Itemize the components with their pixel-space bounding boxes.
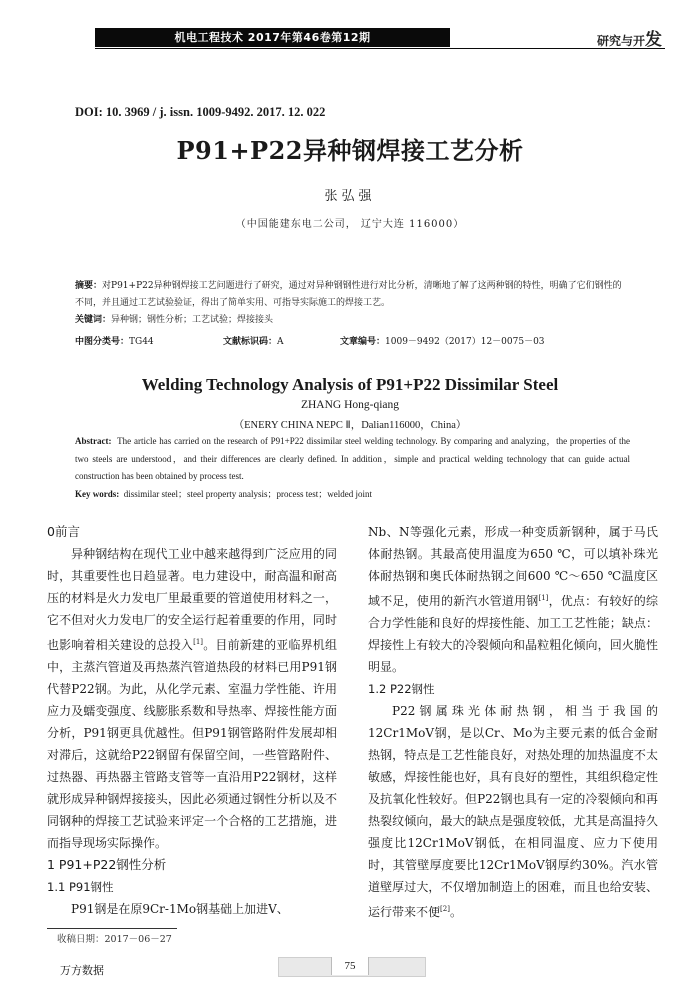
- affiliation-cn: （中国能建东电二公司， 辽宁大连 116000）: [235, 219, 465, 230]
- section-heading-1: 1 P91+P22钢性分析: [47, 857, 167, 872]
- p91-paragraph-start: P91钢是在原9Cr-1Mo钢基础上加进V、: [71, 902, 289, 916]
- citation-ref: [2]: [440, 905, 450, 913]
- keywords-en: [75, 486, 630, 503]
- keywords-cn-label: 关键词：: [75, 315, 112, 325]
- body-right-column: [368, 521, 658, 923]
- keywords-cn-text: 异种钢；钢性分析；工艺试验；焊接接头: [111, 315, 274, 325]
- doc-code-field: [223, 334, 284, 351]
- p22-paragraph: [368, 700, 658, 923]
- body-left-column: [47, 521, 337, 920]
- citation-ref: [1]: [193, 638, 204, 646]
- article-number-label: 文章编号：: [340, 337, 386, 347]
- abstract-en: [75, 433, 630, 486]
- abstract-cn-label: 摘要：: [75, 281, 103, 291]
- doc-code-value: A: [277, 337, 284, 347]
- intro-text-1: 异种钢结构在现代工业中越来越得到广泛应用的同时，其重要性也日趋显著。电力建设中，耐高温和耐高压的材料是火力发电厂里最重要的管道使用材料之一，它不但对火力发电厂的安全运行起着重要的作用，同时也影响着相关建设的总投入: [47, 547, 337, 652]
- p91-text-1: Nb、N等强化元素，形成一种变质新钢种，属于马氏体耐热钢。其最高使用温度为650 ℃，可以填补珠光体耐热钢和奥氏体耐热钢之间600 ℃～650 ℃温度区域不足，使用的新汽水管道用钢: [368, 525, 658, 608]
- article-number-field: [340, 334, 545, 351]
- citation-ref: [1]: [538, 594, 549, 602]
- section-heading-1-2: 1.2 P22钢性: [368, 682, 435, 696]
- keywords-en-label: Key words:: [75, 489, 120, 499]
- footnote-rule: [47, 928, 177, 929]
- clc-label: 中图分类号：: [75, 337, 130, 347]
- abstract-cn: [75, 278, 630, 329]
- abstract-en-text: The article has carried on the research of P91+P22 dissimilar steel welding technology. By comparing and analyzing，the properties of the two steels are understood，and their differences are clearly defined. In addition，simple and practical welding technology that can guide actual construction has been obtained by process test.: [75, 436, 631, 481]
- section-heading-1-1: 1.1 P91钢性: [47, 880, 114, 894]
- classification-line: [75, 334, 630, 351]
- received-date: 收稿日期：2017－06－27: [57, 934, 172, 945]
- author-en: ZHANG Hong-qiang: [300, 399, 400, 411]
- article-title-en: Welding Technology Analysis of P91+P22 Dissimilar Steel: [141, 375, 559, 394]
- article-title-cn: P91+P22异种钢焊接工艺分析: [176, 136, 524, 165]
- section-label: [597, 25, 662, 50]
- keywords-cn: [75, 312, 630, 329]
- p91-paragraph-continued: [368, 521, 658, 678]
- section-label-prefix: 研究与开: [596, 34, 645, 48]
- p22-text-2: 。: [449, 905, 462, 919]
- abstract-cn-paragraph: [75, 278, 630, 312]
- article-number-value: 1009－9492（2017）12－0075－03: [385, 337, 545, 347]
- affiliation-en: （ENERY CHINA NEPC Ⅱ，Dalian116000，China）: [233, 420, 467, 431]
- publisher-watermark: 万方数据: [60, 964, 104, 977]
- page-number: 75: [331, 957, 369, 975]
- intro-paragraph: [47, 543, 337, 854]
- intro-text-2: 。目前新建的亚临界机组中，主蒸汽管道及再热蒸汽管道热段的材料已用P91钢代替P22钢。为此，从化学元素、室温力学性能、许用应力及蠕变强度、线膨胀系数和导热率、焊接性能方面分析，P91钢更具优越性。但P91钢管路附件发展却相对滞后，这就给P22钢留有保留空间，一些管路附件、过热器、再热器主管路支管等一直沿用P22钢材，这样就形成异种钢焊接接头，因此必须通过钢性分析以及不同钢种的焊接工艺试验来评定一个合格的工艺措施，进而指导现场实际操作。: [47, 638, 337, 850]
- keywords-en-text: dissimilar steel；steel property analysis；process test；welded joint: [123, 489, 372, 499]
- p91-text-2: ，优点：有较好的综合力学性能和良好的焊接性能、加工工艺性能；缺点：焊接性上有较大的冷裂倾向和晶粒粗化倾向，回火脆性明显。: [368, 594, 658, 674]
- abstract-en-label: Abstract:: [75, 436, 112, 446]
- clc-field: [75, 334, 154, 351]
- section-label-last: 发: [645, 30, 662, 50]
- journal-issue-banner: 机电工程技术 2017年第46卷第12期: [95, 28, 450, 47]
- doc-code-label: 文献标识码：: [223, 337, 278, 347]
- author-cn: 张弘强: [324, 189, 376, 204]
- clc-value: TG44: [129, 337, 154, 347]
- abstract-cn-text: 对P91+P22异种钢焊接工艺问题进行了研究，通过对异种钢钢性进行对比分析，清晰地了解了这两种钢的特性，明确了它们钢性的不同，并且通过工艺试验验证，得出了简单实用、可指导实际施工的焊接工艺。: [75, 281, 622, 308]
- header-rule: [95, 48, 665, 49]
- section-heading-intro: 0前言: [47, 524, 80, 539]
- p22-text-1: P22钢属珠光体耐热钢，相当于我国的12Cr1MoV钢，是以Cr、Mo为主要元素的低合金耐热钢，特点是工艺性能良好，对热处理的加热温度不太敏感，焊接性能也好，具有良好的塑性，其组织稳定性及抗氧化性较好。但P22钢也具有一定的冷裂倾向和再热裂纹倾向，最大的缺点是强度较低，尤其是高温持久强度比12Cr1MoV钢低，在相同温度、应力下使用时，其管壁厚度要比12Cr1MoV钢厚约30%。汽水管道壁厚过大，不仅增加制造上的困难，而且也给安装、运行带来不便: [368, 704, 658, 919]
- doi-line: DOI: 10. 3969 / j. issn. 1009-9492. 2017. 12. 022: [75, 105, 326, 119]
